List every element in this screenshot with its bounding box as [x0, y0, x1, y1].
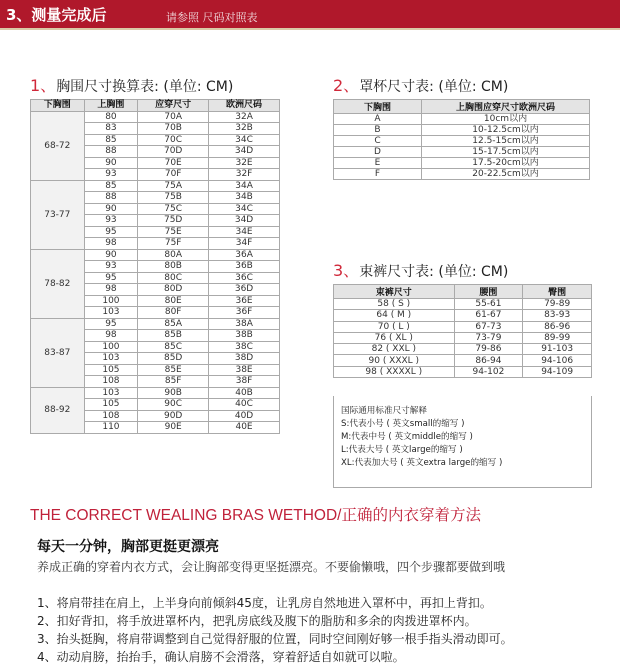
- table-cell: 80F: [138, 307, 209, 319]
- table-cell: 70C: [138, 134, 209, 146]
- header-title: 3、测量完成后: [6, 6, 107, 24]
- wearing-step: 1、将肩带挂在肩上，上半身向前倾斜45度，让乳房自然地进入罩杯中，再扣上背扣。: [37, 596, 492, 610]
- underbust-range: 73-77: [31, 180, 85, 249]
- table-cell: 94-106: [523, 355, 592, 366]
- table-cell: 12.5-15cm以内: [422, 136, 590, 147]
- wearing-step: 2、扣好背扣，将手放进罩杯内，把乳房底线及腹下的脂肪和多余的肉拨进罩杯内。: [37, 614, 477, 628]
- table-cell: 103: [84, 307, 138, 319]
- table-cell: 94-109: [523, 366, 592, 377]
- table-row: [31, 318, 280, 330]
- table-cell: 40E: [209, 422, 280, 434]
- table-cell: 110: [84, 422, 138, 434]
- table-cell: 94-102: [454, 366, 523, 377]
- table-cell: 80C: [138, 272, 209, 284]
- table-cell: 85E: [138, 364, 209, 376]
- table-cell: 100: [84, 341, 138, 353]
- table-cell: 108: [84, 410, 138, 422]
- table-cell: 83: [84, 123, 138, 135]
- table-cell: 58 ( S ): [334, 299, 455, 310]
- table-cell: 90 ( XXXL ): [334, 355, 455, 366]
- table-cell: 79-86: [454, 344, 523, 355]
- table-cell: 105: [84, 364, 138, 376]
- table-cell: 70 ( L ): [334, 321, 455, 332]
- cup-size-table: [333, 99, 590, 180]
- table-cell: 105: [84, 399, 138, 411]
- wearing-step: 4、动动肩膀，抬抬手，确认肩膀不会滑落，穿着舒适自如就可以啦。: [37, 650, 405, 664]
- table-cell: 70E: [138, 157, 209, 169]
- table-cell: B: [334, 125, 422, 136]
- table-cell: 32B: [209, 123, 280, 135]
- table-cell: 90: [84, 157, 138, 169]
- table-row: [334, 147, 590, 158]
- table-cell: 98: [84, 284, 138, 296]
- column-header: 上胸围: [84, 100, 138, 112]
- table-cell: F: [334, 169, 422, 180]
- column-header: 腰围: [454, 285, 523, 299]
- underbust-range: 88-92: [31, 387, 85, 433]
- column-header: 欧洲尺码: [209, 100, 280, 112]
- table-cell: 36B: [209, 261, 280, 273]
- table-row: [334, 136, 590, 147]
- table-cell: 34E: [209, 226, 280, 238]
- column-header: 束裤尺寸: [334, 285, 455, 299]
- table-cell: 86-96: [523, 321, 592, 332]
- column-header: 应穿尺寸: [138, 100, 209, 112]
- column-header: 下胸围: [31, 100, 85, 112]
- table-cell: 90E: [138, 422, 209, 434]
- table-cell: 85A: [138, 318, 209, 330]
- table-row: [334, 169, 590, 180]
- table-cell: 103: [84, 353, 138, 365]
- table-cell: 98: [84, 330, 138, 342]
- bust-size-table: [30, 99, 280, 434]
- table-cell: D: [334, 147, 422, 158]
- wearing-method-title: THE CORRECT WEALING BRAS WETHOD/正确的内衣穿着方法: [30, 507, 481, 524]
- table-cell: 76 ( XL ): [334, 332, 455, 343]
- table-row: [334, 366, 592, 377]
- shapewear-size-title: 3、束裤尺寸表: (单位: CM): [333, 261, 509, 280]
- table-cell: 75E: [138, 226, 209, 238]
- table-cell: 70D: [138, 146, 209, 158]
- table-cell: 95: [84, 226, 138, 238]
- table-cell: 75D: [138, 215, 209, 227]
- table-row: [334, 299, 592, 310]
- table-cell: 73-79: [454, 332, 523, 343]
- table-cell: 36E: [209, 295, 280, 307]
- table-cell: 79-89: [523, 299, 592, 310]
- table-cell: 100: [84, 295, 138, 307]
- table-cell: 82 ( XXL ): [334, 344, 455, 355]
- table-cell: 80B: [138, 261, 209, 273]
- table-cell: 38D: [209, 353, 280, 365]
- size-notes: [333, 396, 592, 488]
- table-cell: 103: [84, 387, 138, 399]
- table-cell: 98 ( XXXXL ): [334, 366, 455, 377]
- table-row: [334, 114, 590, 125]
- table-cell: 93: [84, 215, 138, 227]
- table-cell: 89-99: [523, 332, 592, 343]
- table-cell: A: [334, 114, 422, 125]
- table-cell: 90: [84, 203, 138, 215]
- underbust-range: 83-87: [31, 318, 85, 387]
- table-cell: 80: [84, 111, 138, 123]
- table-cell: 85D: [138, 353, 209, 365]
- table-row: [31, 387, 280, 399]
- table-cell: 75B: [138, 192, 209, 204]
- table-cell: 10cm以内: [422, 114, 590, 125]
- table-cell: 34A: [209, 180, 280, 192]
- table-cell: 38A: [209, 318, 280, 330]
- table-cell: 93: [84, 169, 138, 181]
- bust-size-title: 1、胸围尺寸换算表: (单位: CM): [30, 76, 234, 95]
- wearing-heading: 每天一分钟，胸部更挺更漂亮: [37, 539, 219, 555]
- size-note: S:代表小号 ( 英文small的缩写 ): [341, 419, 465, 429]
- table-cell: 34B: [209, 192, 280, 204]
- table-cell: 15-17.5cm以内: [422, 147, 590, 158]
- table-cell: 32A: [209, 111, 280, 123]
- table-cell: 40C: [209, 399, 280, 411]
- table-row: [31, 111, 280, 123]
- table-cell: 64 ( M ): [334, 310, 455, 321]
- table-cell: 85C: [138, 341, 209, 353]
- table-cell: 36F: [209, 307, 280, 319]
- table-cell: 36D: [209, 284, 280, 296]
- table-cell: 90C: [138, 399, 209, 411]
- table-cell: 38B: [209, 330, 280, 342]
- table-row: [334, 310, 592, 321]
- wearing-step: 3、抬头挺胸，将肩带调整到自己觉得舒服的位置，同时空间刚好够一根手指头滑动即可。: [37, 632, 513, 646]
- table-row: [334, 344, 592, 355]
- table-cell: C: [334, 136, 422, 147]
- table-cell: 34C: [209, 203, 280, 215]
- table-row: [334, 321, 592, 332]
- table-cell: 70B: [138, 123, 209, 135]
- table-row: [31, 249, 280, 261]
- table-cell: 91-103: [523, 344, 592, 355]
- table-cell: 36C: [209, 272, 280, 284]
- table-cell: 34F: [209, 238, 280, 250]
- table-cell: 67-73: [454, 321, 523, 332]
- table-cell: 70F: [138, 169, 209, 181]
- table-cell: 61-67: [454, 310, 523, 321]
- table-cell: 38F: [209, 376, 280, 388]
- table-cell: 85B: [138, 330, 209, 342]
- table-cell: 85: [84, 180, 138, 192]
- table-cell: 98: [84, 238, 138, 250]
- table-cell: 55-61: [454, 299, 523, 310]
- table-cell: 34D: [209, 146, 280, 158]
- table-cell: 75C: [138, 203, 209, 215]
- table-cell: 86-94: [454, 355, 523, 366]
- size-note: M:代表中号 ( 英文middle的缩写 ): [341, 432, 473, 442]
- table-row: [334, 158, 590, 169]
- table-row: [31, 180, 280, 192]
- table-cell: 17.5-20cm以内: [422, 158, 590, 169]
- table-cell: 10-12.5cm以内: [422, 125, 590, 136]
- table-cell: 80D: [138, 284, 209, 296]
- table-cell: 80A: [138, 249, 209, 261]
- table-cell: 83-93: [523, 310, 592, 321]
- column-header: 上胸围应穿尺寸欧洲尺码: [422, 100, 590, 114]
- table-cell: 38E: [209, 364, 280, 376]
- table-cell: 85: [84, 134, 138, 146]
- size-note: L:代表大号 ( 英文large的缩写 ): [341, 445, 463, 455]
- table-cell: 40B: [209, 387, 280, 399]
- table-cell: 88: [84, 146, 138, 158]
- size-note: XL:代表加大号 ( 英文extra large的缩写 ): [341, 458, 503, 468]
- wearing-steps: [37, 594, 617, 664]
- table-cell: 88: [84, 192, 138, 204]
- table-cell: 34C: [209, 134, 280, 146]
- table-cell: 90B: [138, 387, 209, 399]
- table-cell: 95: [84, 272, 138, 284]
- table-cell: 90D: [138, 410, 209, 422]
- table-cell: 85F: [138, 376, 209, 388]
- table-cell: 36A: [209, 249, 280, 261]
- table-cell: 80E: [138, 295, 209, 307]
- table-cell: 34D: [209, 215, 280, 227]
- table-cell: 32F: [209, 169, 280, 181]
- size-note: 国际通用标准尺寸解释: [341, 406, 427, 416]
- header-subtitle: 请参照 尺码对照表: [166, 11, 258, 24]
- table-cell: 32E: [209, 157, 280, 169]
- section-header: [0, 0, 620, 30]
- column-header: 臀围: [523, 285, 592, 299]
- table-row: [334, 125, 590, 136]
- underbust-range: 68-72: [31, 111, 85, 180]
- table-cell: 38C: [209, 341, 280, 353]
- table-cell: 95: [84, 318, 138, 330]
- underbust-range: 78-82: [31, 249, 85, 318]
- table-cell: 40D: [209, 410, 280, 422]
- table-row: [334, 355, 592, 366]
- table-cell: 75A: [138, 180, 209, 192]
- shapewear-size-table: [333, 284, 592, 378]
- table-cell: 93: [84, 261, 138, 273]
- table-cell: 108: [84, 376, 138, 388]
- wearing-intro: 养成正确的穿着内衣方式，会让胸部变得更坚挺漂亮。不要偷懒哦，四个步骤都要做到哦: [37, 560, 506, 574]
- table-cell: 70A: [138, 111, 209, 123]
- table-cell: 75F: [138, 238, 209, 250]
- table-cell: E: [334, 158, 422, 169]
- cup-size-title: 2、罩杯尺寸表: (单位: CM): [333, 76, 509, 95]
- table-cell: 90: [84, 249, 138, 261]
- table-row: [334, 332, 592, 343]
- table-cell: 20-22.5cm以内: [422, 169, 590, 180]
- column-header: 下胸围: [334, 100, 422, 114]
